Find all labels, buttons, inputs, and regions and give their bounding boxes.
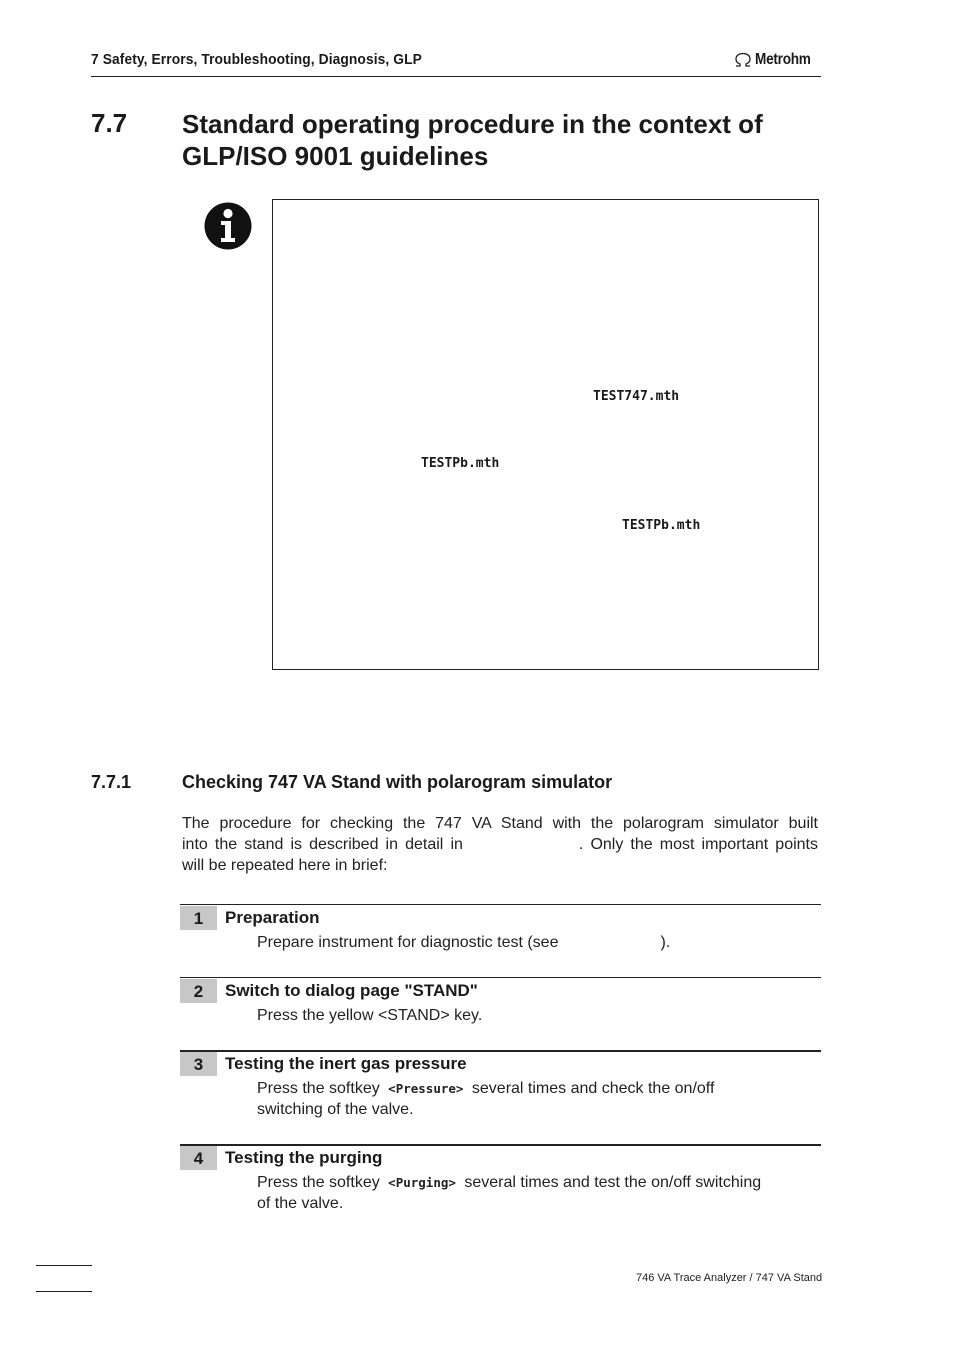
- section-number: 7.7: [91, 108, 128, 138]
- intro-line: The procedure for checking the 747 VA Stand with the polarogram simulator built: [182, 815, 818, 832]
- omega-icon: [733, 52, 753, 68]
- step-number: 3: [180, 1052, 217, 1076]
- footer-rule: [36, 1291, 92, 1292]
- step-body: Press the yellow <STAND> key.: [257, 1007, 483, 1024]
- subsection-number: 7.7.1: [91, 772, 132, 792]
- softkey-purging: <Purging>: [388, 1175, 456, 1190]
- step-body: Press the softkey <Purging> several times and test the on/off switching of the valve.: [257, 1174, 762, 1212]
- step-number: 2: [180, 979, 217, 1003]
- header-rule: [91, 76, 821, 77]
- step-title: Testing the inert gas pressure: [225, 1054, 467, 1073]
- step-body: Press the softkey <Pressure> several times and check the on/off switching of the valve.: [257, 1080, 715, 1118]
- section-title: Standard operating procedure in the context of GLP/ISO 9001 guidelines: [182, 109, 763, 171]
- footer-product: 746 VA Trace Analyzer / 747 VA Stand: [636, 1272, 823, 1284]
- method-filename: TEST747.mth: [593, 389, 680, 404]
- intro-line: . Only the most important points: [578, 836, 819, 853]
- running-header: 7 Safety, Errors, Troubleshooting, Diagnosis, GLP: [91, 51, 422, 68]
- softkey-pressure: <Pressure>: [388, 1081, 464, 1096]
- method-filename: TESTPb.mth: [622, 518, 701, 533]
- intro-line: will be repeated here in brief:: [182, 857, 388, 874]
- step-title: Testing the purging: [225, 1148, 383, 1167]
- method-filename: TESTPb.mth: [421, 456, 500, 471]
- info-box: [272, 199, 819, 670]
- info-icon: [204, 202, 252, 255]
- step-title: Switch to dialog page "STAND": [225, 981, 478, 1000]
- intro-line: into the stand is described in detail in: [182, 836, 463, 853]
- step-number: 1: [180, 906, 217, 930]
- subsection-title: Checking 747 VA Stand with polarogram simulator: [182, 772, 613, 792]
- step-title: Preparation: [225, 908, 320, 927]
- metrohm-logo: [733, 51, 820, 69]
- step-number: 4: [180, 1146, 217, 1170]
- logo-wordmark: Metrohm: [755, 51, 811, 68]
- intro-paragraph: [182, 813, 818, 876]
- footer-rule: [36, 1265, 92, 1266]
- step-body: Prepare instrument for diagnostic test (see ).: [257, 934, 671, 951]
